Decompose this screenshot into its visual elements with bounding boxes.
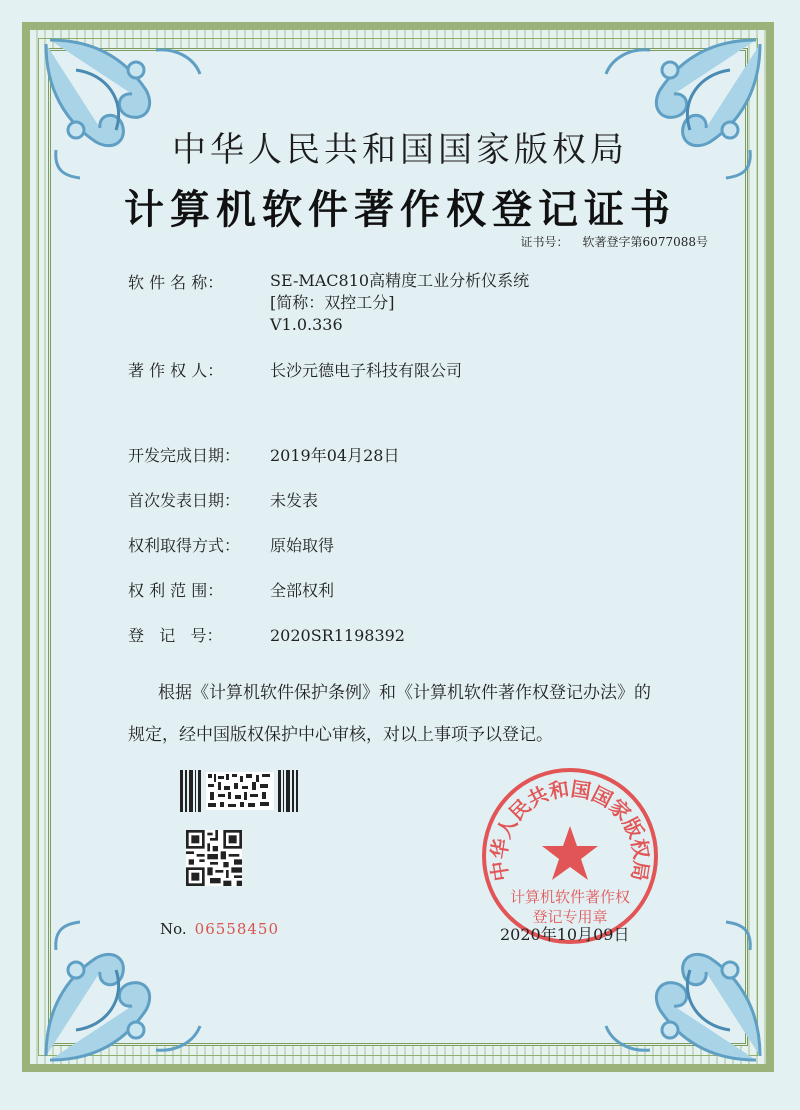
- software-name-row: [128, 270, 270, 293]
- pub-date-row: [128, 488, 318, 511]
- qr-code-icon: [186, 830, 242, 886]
- dev-date-value: 2019年04月28日: [270, 446, 400, 465]
- scope-value: 全部权利: [270, 581, 335, 600]
- certificate-number-value: 软著登字第6077088号: [582, 235, 708, 249]
- authority-title: 中华人民共和国国家版权局: [172, 130, 628, 170]
- pub-date-label: 首次发表日期：: [128, 491, 241, 510]
- serial-label: No.: [160, 920, 187, 938]
- certificate-title: 计算机软件著作权登记证书: [124, 186, 676, 233]
- serial-number: [160, 920, 279, 938]
- acquire-label: 权利取得方式：: [128, 536, 241, 555]
- seal-outer-text: 中华人民共和国国家版权局: [486, 776, 654, 883]
- issue-date: 2020年10月09日: [500, 925, 630, 944]
- statement-line-1: 根据《计算机软件保护条例》和《计算机软件著作权登记办法》的: [158, 683, 651, 703]
- software-name-value: [270, 270, 529, 336]
- seal-inner-line-1: 计算机软件著作权: [509, 888, 631, 906]
- software-name-label: 软 件 名 称：: [128, 273, 224, 292]
- owner-row: [128, 358, 462, 381]
- corner-ornament-icon: [36, 920, 206, 1070]
- pub-date-value: 未发表: [270, 491, 319, 510]
- software-short-name-line: [简称：双控工分]: [270, 293, 395, 312]
- scope-row: [128, 578, 334, 601]
- acquire-row: [128, 533, 334, 556]
- acquire-value: 原始取得: [270, 536, 335, 555]
- serial-value: 06558450: [194, 920, 280, 938]
- statement-line-2: 规定，经中国版权保护中心审核，对以上事项予以登记。: [128, 725, 553, 745]
- certificate-number-label: 证书号：: [520, 235, 569, 249]
- owner-label: 著 作 权 人：: [128, 361, 224, 380]
- software-name-line: SE-MAC810高精度工业分析仪系统: [270, 271, 530, 290]
- barcode-icon: [180, 770, 298, 812]
- certificate-number: [521, 233, 708, 250]
- owner-value: 长沙元德电子科技有限公司: [270, 361, 463, 380]
- software-version-line: V1.0.336: [270, 315, 343, 334]
- dev-date-label: 开发完成日期：: [128, 446, 241, 465]
- reg-no-value: 2020SR1198392: [270, 626, 405, 645]
- seal-inner-line-2: 登记专用章: [532, 908, 608, 926]
- official-seal-icon: [478, 764, 662, 948]
- reg-no-label: 登 记 号：: [128, 626, 223, 645]
- dev-date-row: [128, 443, 399, 466]
- reg-no-row: [128, 623, 405, 646]
- scope-label: 权 利 范 围：: [128, 581, 224, 600]
